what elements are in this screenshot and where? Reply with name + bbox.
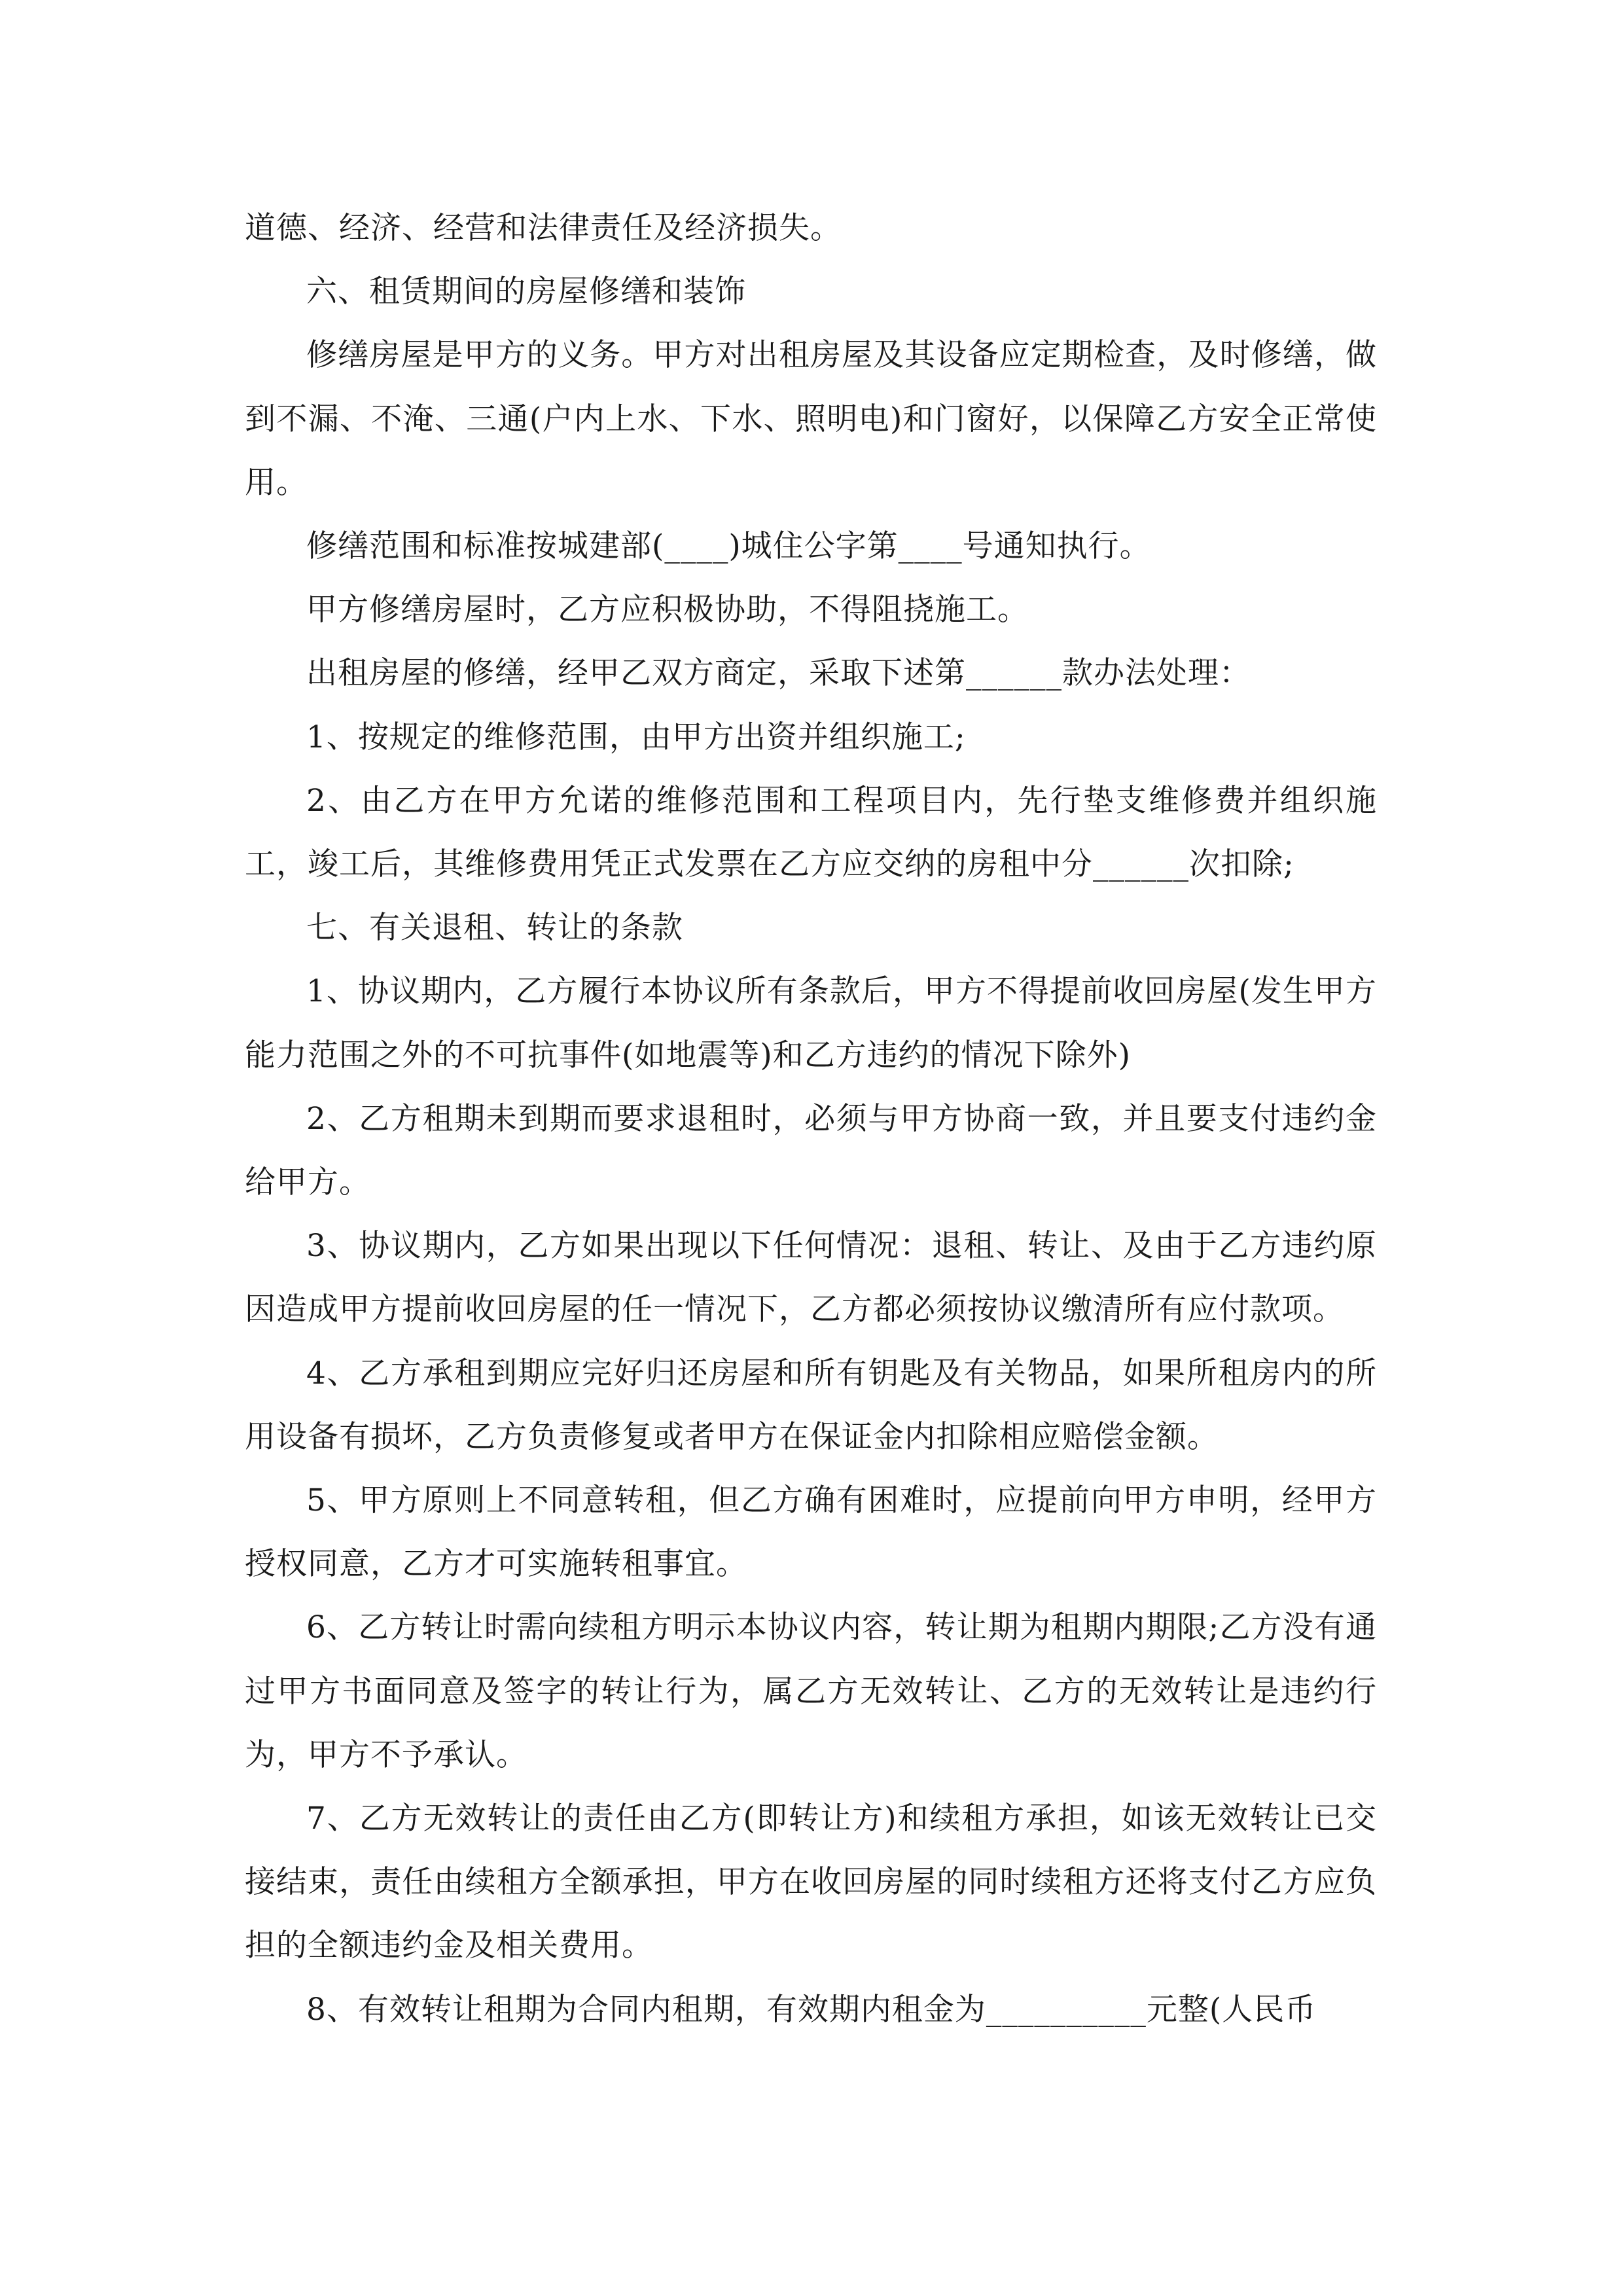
list-item: 2、乙方租期未到期而要求退租时，必须与甲方协商一致，并且要支付违约金给甲方。 <box>245 1100 1377 1201</box>
list-item: 2、由乙方在甲方允诺的维修范围和工程项目内，先行垫支维修费并组织施工，竣工后，其维修费用凭正式发票在乙方应交纳的房租中分______次扣除; <box>245 782 1377 883</box>
list-item: 1、按规定的维修范围，由甲方出资并组织施工; <box>306 719 966 755</box>
document-body <box>245 196 1377 2041</box>
paragraph: 甲方修缮房屋时，乙方应积极协助，不得阻挠施工。 <box>306 592 1029 628</box>
list-item: 4、乙方承租到期应完好归还房屋和所有钥匙及有关物品，如果所租房内的所用设备有损坏，乙方负责修复或者甲方在保证金内扣除相应赔偿金额。 <box>245 1355 1377 1455</box>
paragraph: 道德、经济、经营和法律责任及经济损失。 <box>245 210 842 246</box>
paragraph: 修缮范围和标准按城建部(____)城住公字第____号通知执行。 <box>306 528 1151 565</box>
section-heading-seven: 七、有关退租、转让的条款 <box>306 910 683 946</box>
list-item: 8、有效转让租期为合同内租期，有效期内租金为__________元整(人民币 <box>306 1991 1317 2028</box>
list-item: 7、乙方无效转让的责任由乙方(即转让方)和续租方承担，如该无效转让已交接结束，责任由续租方全额承担，甲方在收回房屋的同时续租方还将支付乙方应负担的全额违约金及相关费用。 <box>245 1801 1377 1964</box>
paragraph: 出租房屋的修缮，经甲乙双方商定，采取下述第______款办法处理： <box>306 655 1251 692</box>
list-item: 3、协议期内，乙方如果出现以下任何情况：退租、转让、及由于乙方违约原因造成甲方提前收回房屋的任一情况下，乙方都必须按协议缴清所有应付款项。 <box>245 1228 1377 1328</box>
list-item: 5、甲方原则上不同意转租，但乙方确有困难时，应提前向甲方申明，经甲方授权同意，乙方才可实施转租事宜。 <box>245 1482 1377 1583</box>
paragraph: 修缮房屋是甲方的义务。甲方对出租房屋及其设备应定期检查，及时修缮，做到不漏、不淹、三通(户内上水、下水、照明电)和门窗好，以保障乙方安全正常使用。 <box>245 337 1377 501</box>
list-item: 1、协议期内，乙方履行本协议所有条款后，甲方不得提前收回房屋(发生甲方能力范围之外的不可抗事件(如地震等)和乙方违约的情况下除外) <box>245 973 1377 1073</box>
section-heading-six: 六、租赁期间的房屋修缮和装饰 <box>306 274 746 310</box>
list-item: 6、乙方转让时需向续租方明示本协议内容，转让期为租期内期限;乙方没有通过甲方书面同意及签字的转让行为，属乙方无效转让、乙方的无效转让是违约行为，甲方不予承认。 <box>245 1609 1377 1773</box>
